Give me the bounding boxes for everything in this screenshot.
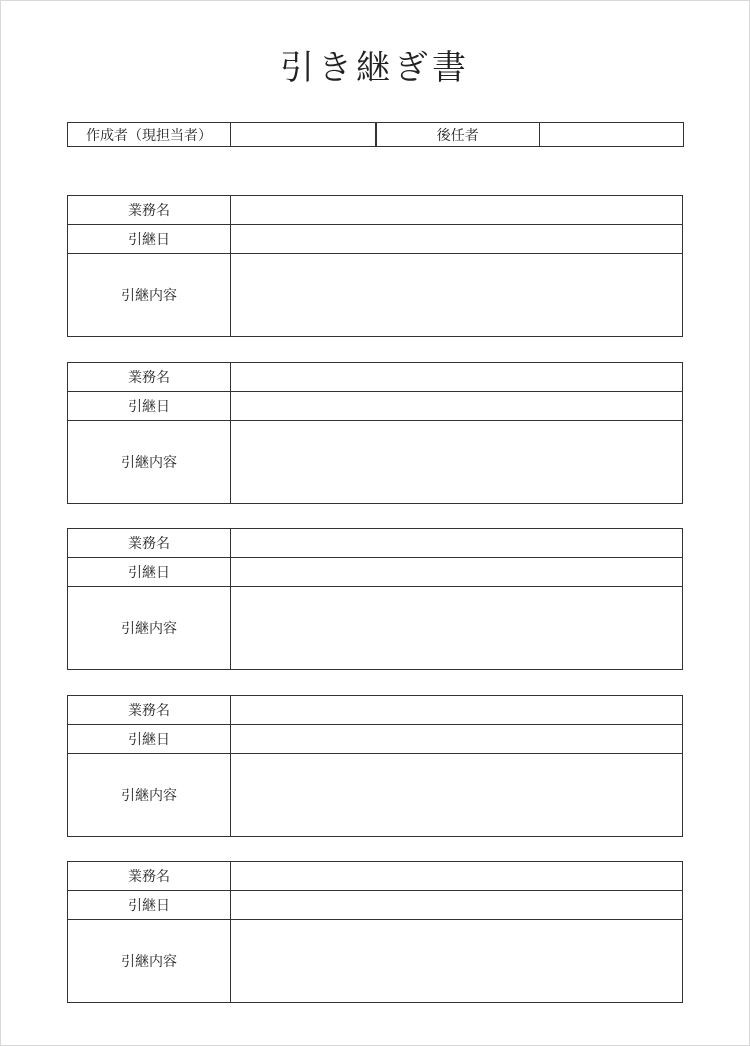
handover-date-label: 引継日	[68, 392, 231, 421]
handover-date-field[interactable]	[231, 725, 683, 754]
task-name-label: 業務名	[68, 196, 231, 225]
author-label: 作成者（現担当者）	[68, 123, 231, 147]
handover-date-field[interactable]	[231, 225, 683, 254]
successor-field[interactable]	[540, 123, 684, 147]
task-table-1	[67, 195, 683, 337]
task-table-2	[67, 362, 683, 504]
task-name-field[interactable]	[231, 196, 683, 225]
handover-content-label: 引継内容	[68, 754, 231, 837]
task-table-4	[67, 695, 683, 837]
handover-content-label: 引継内容	[68, 587, 231, 670]
handover-date-field[interactable]	[231, 392, 683, 421]
handover-date-label: 引継日	[68, 891, 231, 920]
handover-content-field[interactable]	[231, 754, 683, 837]
handover-date-label: 引継日	[68, 558, 231, 587]
task-name-field[interactable]	[231, 696, 683, 725]
document-title: 引き継ぎ書	[280, 48, 470, 88]
handover-date-field[interactable]	[231, 891, 683, 920]
handover-date-field[interactable]	[231, 558, 683, 587]
handover-content-label: 引継内容	[68, 920, 231, 1003]
task-name-field[interactable]	[231, 363, 683, 392]
handover-content-label: 引継内容	[68, 421, 231, 504]
task-name-label: 業務名	[68, 862, 231, 891]
task-name-field[interactable]	[231, 862, 683, 891]
handover-content-field[interactable]	[231, 920, 683, 1003]
task-name-label: 業務名	[68, 363, 231, 392]
task-name-label: 業務名	[68, 696, 231, 725]
handover-content-field[interactable]	[231, 254, 683, 337]
task-name-field[interactable]	[231, 529, 683, 558]
task-table-5	[67, 861, 683, 1003]
task-table-3	[67, 528, 683, 670]
handover-content-field[interactable]	[231, 421, 683, 504]
handover-date-label: 引継日	[68, 225, 231, 254]
successor-label: 後任者	[376, 123, 540, 147]
handover-content-field[interactable]	[231, 587, 683, 670]
header-table	[67, 122, 684, 147]
header-row	[68, 123, 684, 147]
task-name-label: 業務名	[68, 529, 231, 558]
handover-content-label: 引継内容	[68, 254, 231, 337]
handover-date-label: 引継日	[68, 725, 231, 754]
author-field[interactable]	[231, 123, 376, 147]
